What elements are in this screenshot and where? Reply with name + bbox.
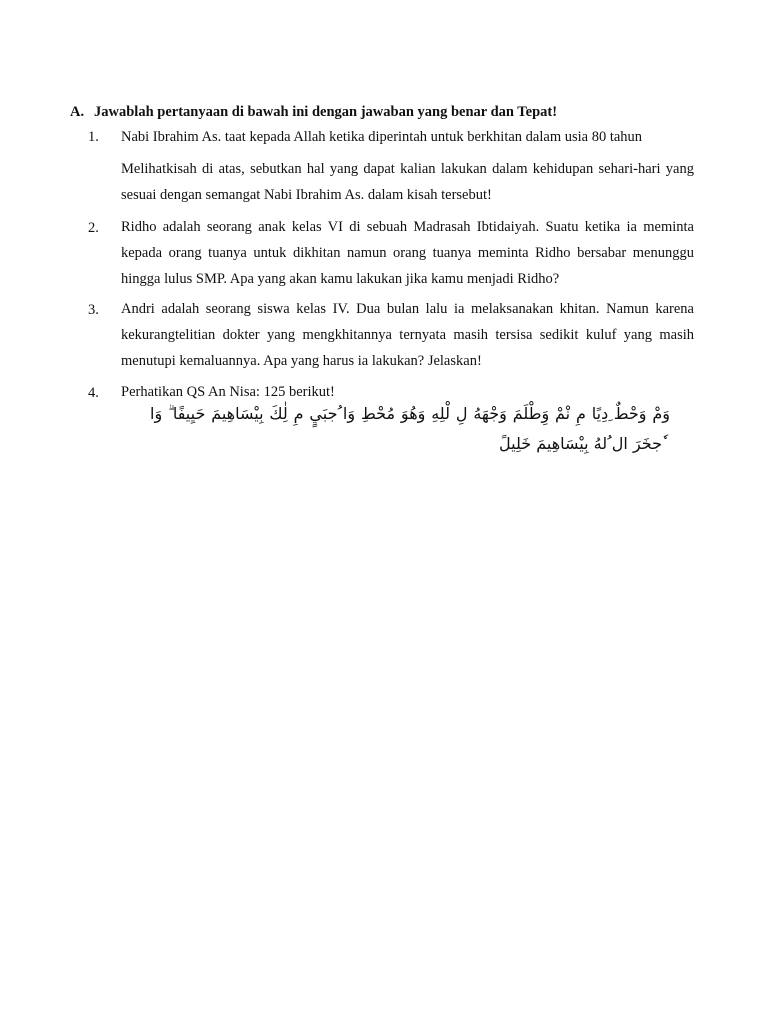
section-letter: A. [70, 104, 85, 120]
section-title-text: Jawablah pertanyaan di bawah ini dengan jawaban yang benar dan Tepat! [94, 104, 558, 120]
question-number-3: 3. [88, 302, 99, 318]
question-1-prompt: Melihatkisah di atas, sebutkan hal yang dapat kalian lakukan dalam kehidupan sehari-hari yang sesuai dengan semangat Nabi Ibrahim As. dalam kisah tersebut! [121, 161, 694, 203]
question-number-1: 1. [88, 129, 99, 145]
question-1-statement: Nabi Ibrahim As. taat kepada Allah ketika diperintah untuk berkhitan dalam usia 80 tahun [121, 129, 643, 145]
quran-verse-line-2: ٗجخَرَ ال ُلهُ بِيْسَاهِيمَ خَلِيلً [499, 434, 662, 453]
quran-verse-line-1: وَمْ وَحْطٌ ِدِيًا مِ نْمْ وَِطْلَمَ وَجْهَهُ لِ لْلِهِ وَهُوَ مُحْطِ وَا ُجبَيٍ مِ لِٰكَ بِيْسَاهِيمَ حَيِيفًا ۗ وَا [150, 404, 670, 423]
question-number-4: 4. [88, 385, 99, 401]
question-4-text: Perhatikan QS An Nisa: 125 berikut! [121, 384, 335, 400]
question-2-text: Ridho adalah seorang anak kelas VI di sebuah Madrasah Ibtidaiyah. Suatu ketika ia meminta kepada orang tuanya untuk dikhitan namun orang tuanya meminta Ridho bersabar menunggu hingga lulus SMP. Apa yang akan kamu lakukan jika kamu menjadi Ridho? [121, 219, 694, 287]
question-3-text: Andri adalah seorang siswa kelas IV. Dua bulan lalu ia melaksanakan khitan. Namun karena kekurangtelitian dokter yang mengkhitannya ternyata masih tersisa sedikit kuluf yang masih menutupi kemaluannya. Apa yang harus ia lakukan? Jelaskan! [121, 301, 694, 369]
question-number-2: 2. [88, 220, 99, 236]
section-heading [70, 104, 557, 121]
